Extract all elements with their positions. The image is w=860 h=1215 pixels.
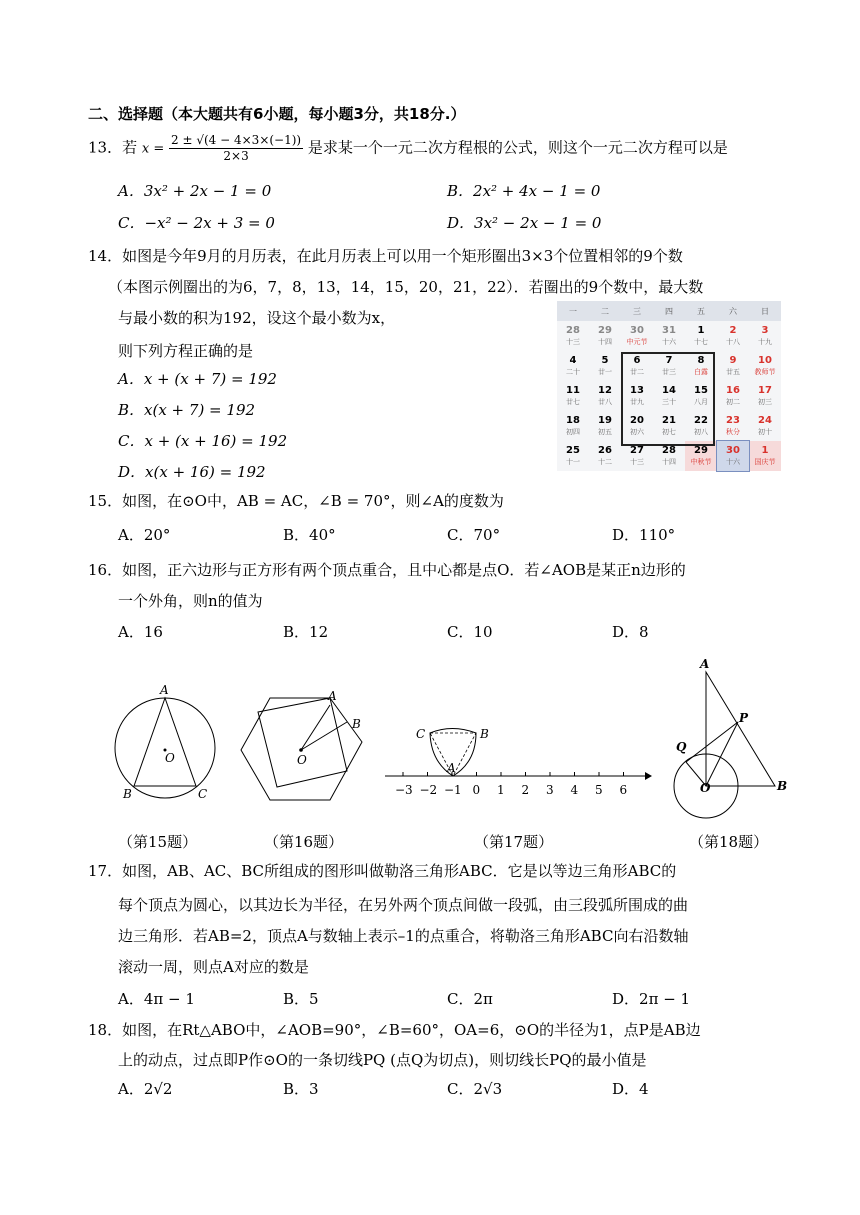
fig18-label-a: A [700, 657, 710, 671]
weekday-header: 一 [557, 301, 589, 321]
calendar-day-lunar: 初二 [726, 398, 740, 406]
q17-line4: 滚动一周，则点A对应的数是 [118, 958, 309, 976]
calendar-day [717, 381, 749, 411]
q16-line1-text: 如图，正六边形与正方形有两个顶点重合，且中心都是点O．若∠AOB是某正n边形的 [122, 561, 686, 579]
q13-frac-num: 2 ± √(4 − 4×3×(−1)) [171, 133, 302, 147]
calendar-day-lunar: 白露 [694, 368, 708, 376]
fig15-label-o: O [165, 751, 175, 765]
fig16-label-o: O [297, 753, 307, 767]
fig17-tick-label: 5 [595, 783, 603, 797]
fig15-label-a: A [160, 683, 169, 697]
calendar-day-lunar: 十三 [566, 338, 580, 346]
q14-number: 14． [88, 247, 123, 265]
calendar-day [653, 321, 685, 351]
calendar-day-number: 30 [630, 325, 644, 336]
weekday-header: 三 [621, 301, 653, 321]
calendar-day-number: 30 [726, 445, 740, 456]
calendar-day [589, 381, 621, 411]
fig16-square [258, 698, 347, 787]
q18-line1 [88, 1019, 701, 1040]
fig16-ob-line [301, 722, 347, 750]
calendar-day [685, 321, 717, 351]
q13-x-eq: x = [141, 141, 165, 157]
fig17-label-c: C [416, 727, 426, 741]
calendar-day-number: 1 [761, 445, 769, 456]
q18-option-d[interactable]: D．4 [612, 1080, 649, 1098]
calendar-day-lunar: 教师节 [754, 368, 776, 376]
calendar-day-lunar: 廿九 [630, 398, 644, 406]
calendar-day-lunar: 八月 [694, 398, 708, 406]
calendar-day-number: 5 [601, 355, 609, 366]
q14-line2: （本图示例圈出的为6，7，8，13，14，15，20，21，22）．若圈出的9个数中，最大数 [108, 278, 704, 296]
calendar-day-lunar: 中秋节 [690, 458, 712, 466]
calendar-day [749, 321, 781, 351]
calendar-day-lunar: 廿七 [566, 398, 580, 406]
q16-line1 [88, 559, 686, 580]
weekday-header: 六 [717, 301, 749, 321]
figures-svg [0, 650, 860, 820]
fig18-label-p: P [739, 711, 749, 725]
fig18-label-b: B [777, 779, 788, 793]
q15-text: 如图，在⊙O中，AB = AC，∠B = 70°，则∠A的度数为 [122, 492, 504, 510]
q18-number: 18． [88, 1021, 123, 1039]
calendar-day-number: 8 [697, 355, 705, 366]
q16-option-b[interactable]: B．12 [283, 623, 329, 641]
q15-option-d[interactable]: D．110° [612, 526, 676, 544]
calendar-day [557, 351, 589, 381]
fig17-tick-label: 6 [619, 783, 628, 797]
calendar-day [717, 411, 749, 441]
calendar-day [717, 441, 749, 471]
calendar-day-lunar: 十二 [598, 458, 612, 466]
q18-option-c[interactable]: C．2√3 [447, 1080, 503, 1098]
weekday-header: 五 [685, 301, 717, 321]
q16-option-d[interactable]: D．8 [612, 623, 649, 641]
calendar-day-lunar: 廿五 [726, 368, 740, 376]
calendar-day-lunar: 十六 [726, 458, 740, 466]
fig17-label-a: A [447, 761, 456, 775]
calendar-day-number: 19 [598, 415, 612, 426]
calendar-day-number: 10 [758, 355, 772, 366]
q18-option-a[interactable]: A．2√2 [118, 1080, 173, 1098]
calendar [557, 301, 781, 471]
q14-line4: 则下列方程正确的是 [118, 342, 254, 360]
fig17-tick-label: 3 [546, 783, 554, 797]
q16-option-a[interactable]: A．16 [118, 623, 163, 641]
calendar-day-number: 31 [662, 325, 676, 336]
q17-option-c[interactable]: C．2π [447, 990, 493, 1008]
fig18-pq-line [686, 722, 738, 762]
fig16-oa-line [301, 705, 330, 750]
q17-line1-text: 如图，AB、AC、BC所组成的图形叫做勒洛三角形ABC．它是以等边三角形ABC的 [122, 862, 677, 880]
calendar-day [749, 411, 781, 441]
figure-15 [115, 683, 215, 801]
calendar-day-number: 12 [598, 385, 612, 396]
caption-fig17: （第17题） [474, 833, 554, 851]
calendar-day-lunar: 十三 [630, 458, 644, 466]
calendar-day-lunar: 秋分 [726, 428, 740, 436]
q14-option-b[interactable]: B．x(x + 7) = 192 [118, 401, 256, 419]
calendar-day [749, 381, 781, 411]
figure-16 [241, 689, 362, 800]
fig15-label-c: C [198, 787, 208, 801]
calendar-day-number: 14 [662, 385, 676, 396]
calendar-day-lunar: 初四 [566, 428, 580, 436]
fig17-tick-label: −2 [419, 783, 438, 797]
fig17-tick-label: 1 [497, 783, 505, 797]
calendar-day-lunar: 廿一 [598, 368, 612, 376]
calendar-day [557, 411, 589, 441]
fig17-tick-label: 0 [472, 783, 481, 797]
q13-pre: 若 [122, 138, 138, 157]
fig16-center-dot [299, 748, 303, 752]
q13-fraction [169, 133, 303, 164]
q18-line2: 上的动点，过点即P作⊙O的一条切线PQ (点Q为切点)，则切线长PQ的最小值是 [118, 1051, 647, 1069]
fig17-tick-label: 2 [521, 783, 530, 797]
calendar-week-row [557, 321, 781, 351]
weekday-header: 四 [653, 301, 685, 321]
calendar-day-number: 22 [694, 415, 708, 426]
q16-option-c[interactable]: C．10 [447, 623, 493, 641]
calendar-day-number: 13 [630, 385, 644, 396]
calendar-day [749, 351, 781, 381]
calendar-day-number: 27 [630, 445, 644, 456]
q14-option-a[interactable]: A．x + (x + 7) = 192 [118, 370, 277, 388]
question-13 [88, 133, 728, 164]
calendar-day-lunar: 初七 [662, 428, 676, 436]
calendar-day-number: 23 [726, 415, 740, 426]
q18-line1-text: 如图，在Rt△ABO中，∠AOB=90°，∠B=60°，OA=6，⊙O的半径为1，点P是AB边 [122, 1021, 701, 1039]
q17-option-b[interactable]: B．5 [283, 990, 319, 1008]
fig16-label-a: A [328, 689, 337, 703]
caption-fig16: （第16题） [264, 833, 344, 851]
q13-option-a[interactable]: A．3x² + 2x − 1 = 0 [118, 182, 272, 200]
calendar-day-lunar: 二十 [566, 368, 580, 376]
calendar-day-lunar: 十四 [662, 458, 676, 466]
q15-option-c[interactable]: C．70° [447, 526, 501, 544]
calendar-day-number: 2 [729, 325, 737, 336]
caption-fig18: （第18题） [689, 833, 769, 851]
q17-line1 [88, 860, 676, 881]
q13-option-b[interactable]: B．2x² + 4x − 1 = 0 [447, 182, 601, 200]
weekday-header: 二 [589, 301, 621, 321]
calendar-day-lunar: 廿三 [662, 368, 676, 376]
fig16-label-b: B [352, 717, 361, 731]
calendar-day-number: 28 [566, 325, 580, 336]
q14-option-c[interactable]: C．x + (x + 16) = 192 [118, 432, 288, 450]
calendar-day-lunar: 十六 [662, 338, 676, 346]
calendar-day-lunar: 十四 [598, 338, 612, 346]
calendar-day-lunar: 初三 [758, 398, 772, 406]
q13-option-d[interactable]: D．3x² − 2x − 1 = 0 [447, 214, 602, 232]
weekday-header: 日 [749, 301, 781, 321]
q17-number: 17． [88, 862, 123, 880]
fig17-arrowhead [645, 772, 652, 780]
figure-18 [674, 657, 787, 818]
calendar-day [589, 321, 621, 351]
fig18-label-o: O [700, 781, 711, 795]
q14-line3: 与最小数的积为192，设这个最小数为x， [118, 309, 396, 327]
calendar-day-number: 29 [598, 325, 612, 336]
figure-17 [385, 727, 652, 797]
calendar-day-number: 3 [761, 325, 769, 336]
calendar-day-number: 29 [694, 445, 708, 456]
calendar-day-lunar: 初五 [598, 428, 612, 436]
q13-option-c[interactable]: C．−x² − 2x + 3 = 0 [118, 214, 275, 232]
q16-line2: 一个外角，则n的值为 [118, 592, 263, 610]
calendar-day-number: 4 [569, 355, 577, 366]
calendar-day-number: 6 [633, 355, 641, 366]
calendar-day-lunar: 十一 [566, 458, 580, 466]
calendar-day-number: 21 [662, 415, 676, 426]
calendar-day-number: 20 [630, 415, 644, 426]
calendar-day-lunar: 初六 [630, 428, 644, 436]
calendar-day [557, 321, 589, 351]
q14-option-d[interactable]: D．x(x + 16) = 192 [118, 463, 266, 481]
calendar-day-number: 18 [566, 415, 580, 426]
fig15-triangle [134, 698, 196, 786]
fig15-label-b: B [123, 787, 132, 801]
calendar-day-number: 17 [758, 385, 772, 396]
calendar-day-lunar: 初十 [758, 428, 772, 436]
question-15 [88, 490, 504, 511]
q13-number: 13． [88, 138, 123, 157]
calendar-day-number: 15 [694, 385, 708, 396]
calendar-day-lunar: 三十 [662, 398, 676, 406]
section-title: 二、选择题（本大题共有6小题，每小题3分，共18分.） [88, 105, 466, 123]
q14-line1 [88, 245, 683, 266]
calendar-day-number: 26 [598, 445, 612, 456]
calendar-day [621, 321, 653, 351]
calendar-day-number: 1 [697, 325, 705, 336]
calendar-highlight-box [621, 352, 715, 446]
q17-line2: 每个顶点为圆心，以其边长为半径，在另外两个顶点间做一段弧，由三段弧所围成的曲 [118, 896, 689, 914]
q16-number: 16． [88, 561, 123, 579]
q15-option-a[interactable]: A．20° [118, 526, 171, 544]
calendar-day-lunar: 十九 [758, 338, 772, 346]
fig18-labels [676, 657, 787, 795]
fig17-tick-label: −1 [444, 783, 462, 797]
calendar-day-lunar: 国庆节 [754, 458, 776, 466]
q15-option-b[interactable]: B．40° [283, 526, 336, 544]
q18-option-b[interactable]: B．3 [283, 1080, 319, 1098]
fig17-label-b: B [480, 727, 489, 741]
calendar-day [717, 321, 749, 351]
q17-line3: 边三角形．若AB=2，顶点A与数轴上表示–1的点重合，将勒洛三角形ABC向右沿数轴 [118, 927, 689, 945]
q13-frac-den: 2×3 [223, 149, 249, 163]
calendar-day-lunar: 初八 [694, 428, 708, 436]
q17-option-a[interactable]: A．4π − 1 [118, 990, 195, 1008]
calendar-day [589, 411, 621, 441]
caption-fig15: （第15题） [118, 833, 198, 851]
calendar-day-lunar: 十八 [726, 338, 740, 346]
calendar-day-lunar: 中元节 [626, 338, 648, 346]
calendar-day [749, 441, 781, 471]
calendar-header-row [557, 301, 781, 321]
calendar-day [557, 441, 589, 471]
calendar-day [717, 351, 749, 381]
fig17-tick-label: −3 [395, 783, 413, 797]
calendar-day-lunar: 廿八 [598, 398, 612, 406]
calendar-day-number: 9 [729, 355, 737, 366]
q14-line1-text: 如图是今年9月的月历表，在此月历表上可以用一个矩形圈出3×3个位置相邻的9个数 [122, 247, 683, 265]
calendar-day [589, 441, 621, 471]
calendar-day-number: 25 [566, 445, 580, 456]
calendar-day [557, 381, 589, 411]
q17-option-d[interactable]: D．2π − 1 [612, 990, 691, 1008]
fig17-tick-label: 4 [570, 783, 579, 797]
calendar-day-lunar: 廿二 [630, 368, 644, 376]
calendar-day-number: 28 [662, 445, 676, 456]
calendar-day-number: 16 [726, 385, 740, 396]
calendar-day-lunar: 十七 [694, 338, 708, 346]
calendar-day [589, 351, 621, 381]
fig18-label-q: Q [676, 740, 687, 754]
calendar-day-number: 7 [665, 355, 673, 366]
calendar-day-number: 24 [758, 415, 772, 426]
fig15-circle [115, 698, 215, 798]
fig18-triangle [706, 672, 775, 786]
q13-post: 是求某一个一元二次方程根的公式，则这个一元二次方程可以是 [307, 138, 728, 157]
q15-number: 15． [88, 492, 123, 510]
calendar-day-number: 11 [566, 385, 580, 396]
